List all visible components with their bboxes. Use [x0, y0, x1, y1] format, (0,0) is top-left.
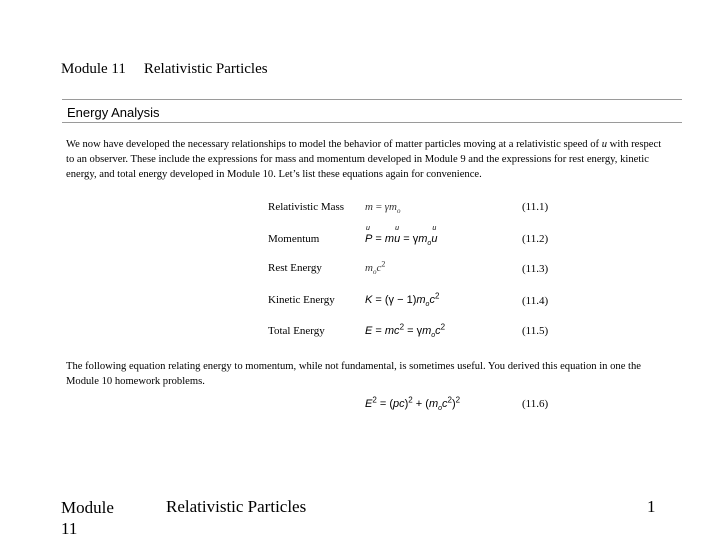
formula-mass: $m = \gamma m_o$ [365, 201, 401, 216]
eq-number-11-2: (11.2) [522, 233, 549, 245]
page-number: 1 [647, 497, 656, 516]
eq-label-rest-energy: Rest Energy [268, 262, 322, 274]
intro-variable-u: u [601, 139, 608, 150]
page-header [61, 61, 268, 78]
eq-label-momentum: Momentum [268, 233, 320, 245]
intro-paragraph [66, 137, 666, 182]
intro-text-2: with respect to an observer. These include the expressions for mass and momentum developed in Module 9 and the expressions for rest energy, kinetic energy, and total energy developed in Module 10. Let’s list these equations again for convenience. [66, 139, 662, 180]
eq-number-11-1: (11.1) [522, 201, 549, 213]
formula-kinetic-energy: $K = (\gamma - 1)m_oc^2$ [365, 291, 440, 309]
section-rule-bottom [62, 122, 682, 123]
section-title: Energy Analysis [67, 105, 160, 120]
footer-title: Relativistic Particles [166, 497, 307, 516]
header-title: Relativistic Particles [143, 61, 268, 77]
eq-label-kinetic-energy: Kinetic Energy [268, 294, 335, 306]
eq-label-mass: Relativistic Mass [268, 201, 345, 213]
section-rule-top [62, 99, 682, 100]
eq-number-11-6: (11.6) [522, 398, 549, 410]
formula-momentum: u P = mu $u = \gamma m_ou$ u [365, 233, 437, 245]
header-module: Module 11 [61, 61, 126, 77]
formula-energy-momentum: $E^2 = (pc)^2 + (m_oc^2)^2$ [365, 395, 461, 413]
intro-text-1: We now have developed the necessary relationships to model the behavior of matter particles moving at a relativistic speed of [66, 139, 602, 150]
energy-momentum-paragraph: The following equation relating energy to momentum, while not fundamental, is sometimes useful. You derived this equation in one the Module 10 homework problems. [66, 361, 641, 387]
formula-total-energy: $E = mc^2 = \gamma m_oc^2$ [365, 322, 446, 340]
eq-number-11-4: (11.4) [522, 295, 549, 307]
eq-label-total-energy: Total Energy [268, 325, 325, 337]
footer-module: Module 11 [61, 498, 114, 538]
eq-number-11-3: (11.3) [522, 263, 549, 275]
formula-rest-energy: $m_oc^2$ [365, 259, 386, 277]
eq-number-11-5: (11.5) [522, 325, 549, 337]
